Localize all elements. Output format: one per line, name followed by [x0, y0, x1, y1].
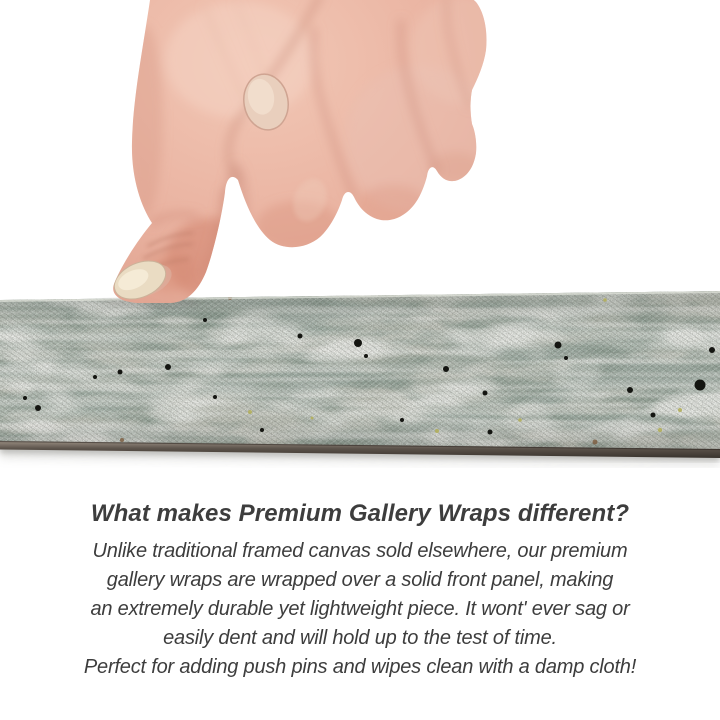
description-line: Perfect for adding push pins and wipes clean with a damp cloth! — [83, 656, 637, 678]
canvas-texture — [0, 290, 720, 468]
description-text — [0, 500, 720, 682]
canvas-edge-photo — [0, 290, 720, 468]
description-line: an extremely durable yet lightweight piece. It wont' ever sag or — [90, 598, 630, 620]
description-line: easily dent and will hold up to the test of time. — [163, 627, 557, 649]
section-heading: What makes Premium Gallery Wraps different? — [90, 500, 630, 527]
hand-photo — [0, 0, 720, 306]
description-line: gallery wraps are wrapped over a solid front panel, making — [106, 569, 614, 591]
description-line: Unlike traditional framed canvas sold elsewhere, our premium — [92, 540, 628, 562]
